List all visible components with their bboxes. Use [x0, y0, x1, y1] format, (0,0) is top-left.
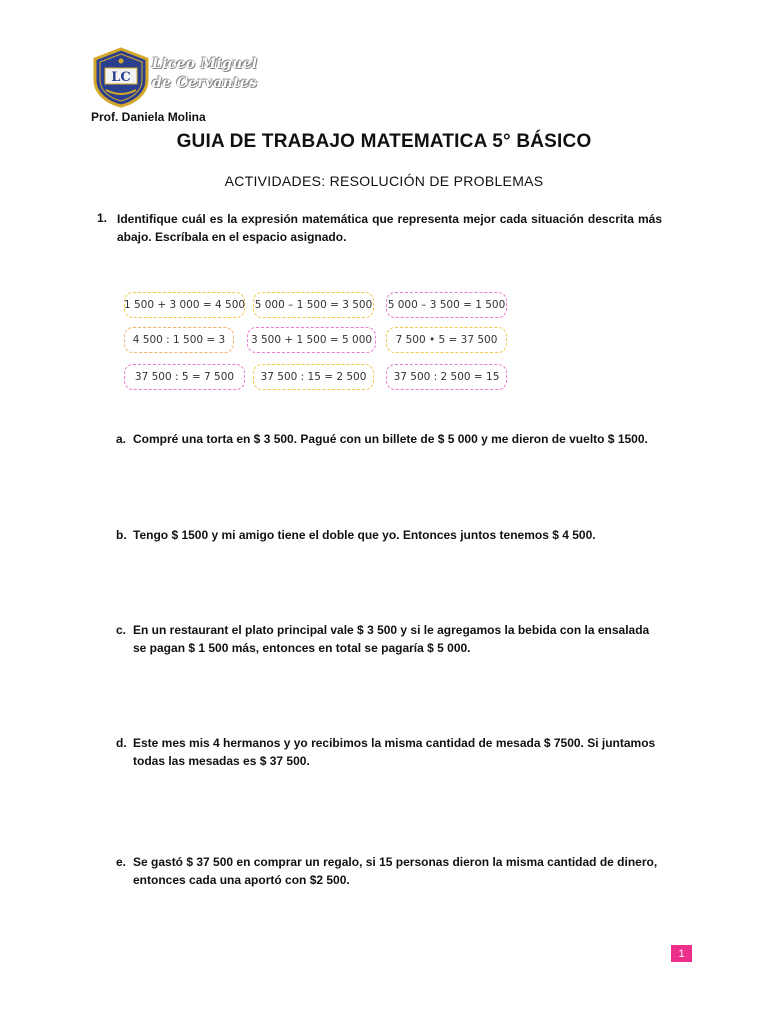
expression-box: 37 500 : 5 = 7 500: [124, 364, 245, 390]
item-letter: b.: [116, 528, 127, 542]
expression-box: 7 500 • 5 = 37 500: [386, 327, 507, 353]
item-text: Tengo $ 1500 y mi amigo tiene el doble que yo. Entonces juntos tenemos $ 4 500.: [133, 528, 596, 542]
page-title: GUIA DE TRABAJO MATEMATICA 5° BÁSICO: [176, 131, 592, 152]
expression-box: 37 500 : 15 = 2 500: [253, 364, 374, 390]
item-letter: c.: [116, 623, 127, 637]
question-number: 1.: [97, 211, 108, 225]
school-name: [152, 55, 257, 93]
svg-text:LC: LC: [111, 70, 131, 85]
page-number: 1: [671, 945, 692, 962]
question-text: Identifique cuál es la expresión matemática que representa mejor cada situación descrita más abajo. Escríbala en el espacio asignado.: [117, 212, 662, 244]
item-text: Este mes mis 4 hermanos y yo recibimos la misma cantidad de mesada $ 7500. Si juntamos todas las mesadas es $ 37 500.: [133, 736, 656, 768]
expression-box: 4 500 : 1 500 = 3: [124, 327, 234, 353]
item-text: Se gastó $ 37 500 en comprar un regalo, si 15 personas dieron la misma cantidad de dinero, entonces cada una aportó con $2 500.: [133, 855, 658, 887]
expression-box: 3 500 + 1 500 = 5 000: [247, 327, 376, 353]
page-subtitle: ACTIVIDADES: RESOLUCIÓN DE PROBLEMAS: [224, 173, 544, 189]
school-name-line2: de Cervantes: [152, 75, 258, 91]
expression-box: 37 500 : 2 500 = 15: [386, 364, 507, 390]
school-crest-icon: [90, 46, 152, 108]
item-letter: d.: [116, 736, 127, 750]
item-text: Compré una torta en $ 3 500. Pagué con un billete de $ 5 000 y me dieron de vuelto $ 1500.: [133, 432, 648, 446]
item-letter: a.: [116, 432, 127, 446]
school-name-line1: Liceo Miguel: [152, 56, 258, 72]
item-text: En un restaurant el plato principal vale $ 3 500 y si le agregamos la bebida con la ensalada se pagan $ 1 500 más, entonces en total se pagaría $ 5 000.: [133, 623, 650, 655]
expression-box: 5 000 – 1 500 = 3 500: [253, 292, 374, 318]
school-logo: [90, 46, 152, 108]
item-letter: e.: [116, 855, 127, 869]
expression-box: 5 000 – 3 500 = 1 500: [386, 292, 507, 318]
expression-box: 1 500 + 3 000 = 4 500: [124, 292, 245, 318]
author-name: Prof. Daniela Molina: [91, 110, 206, 124]
